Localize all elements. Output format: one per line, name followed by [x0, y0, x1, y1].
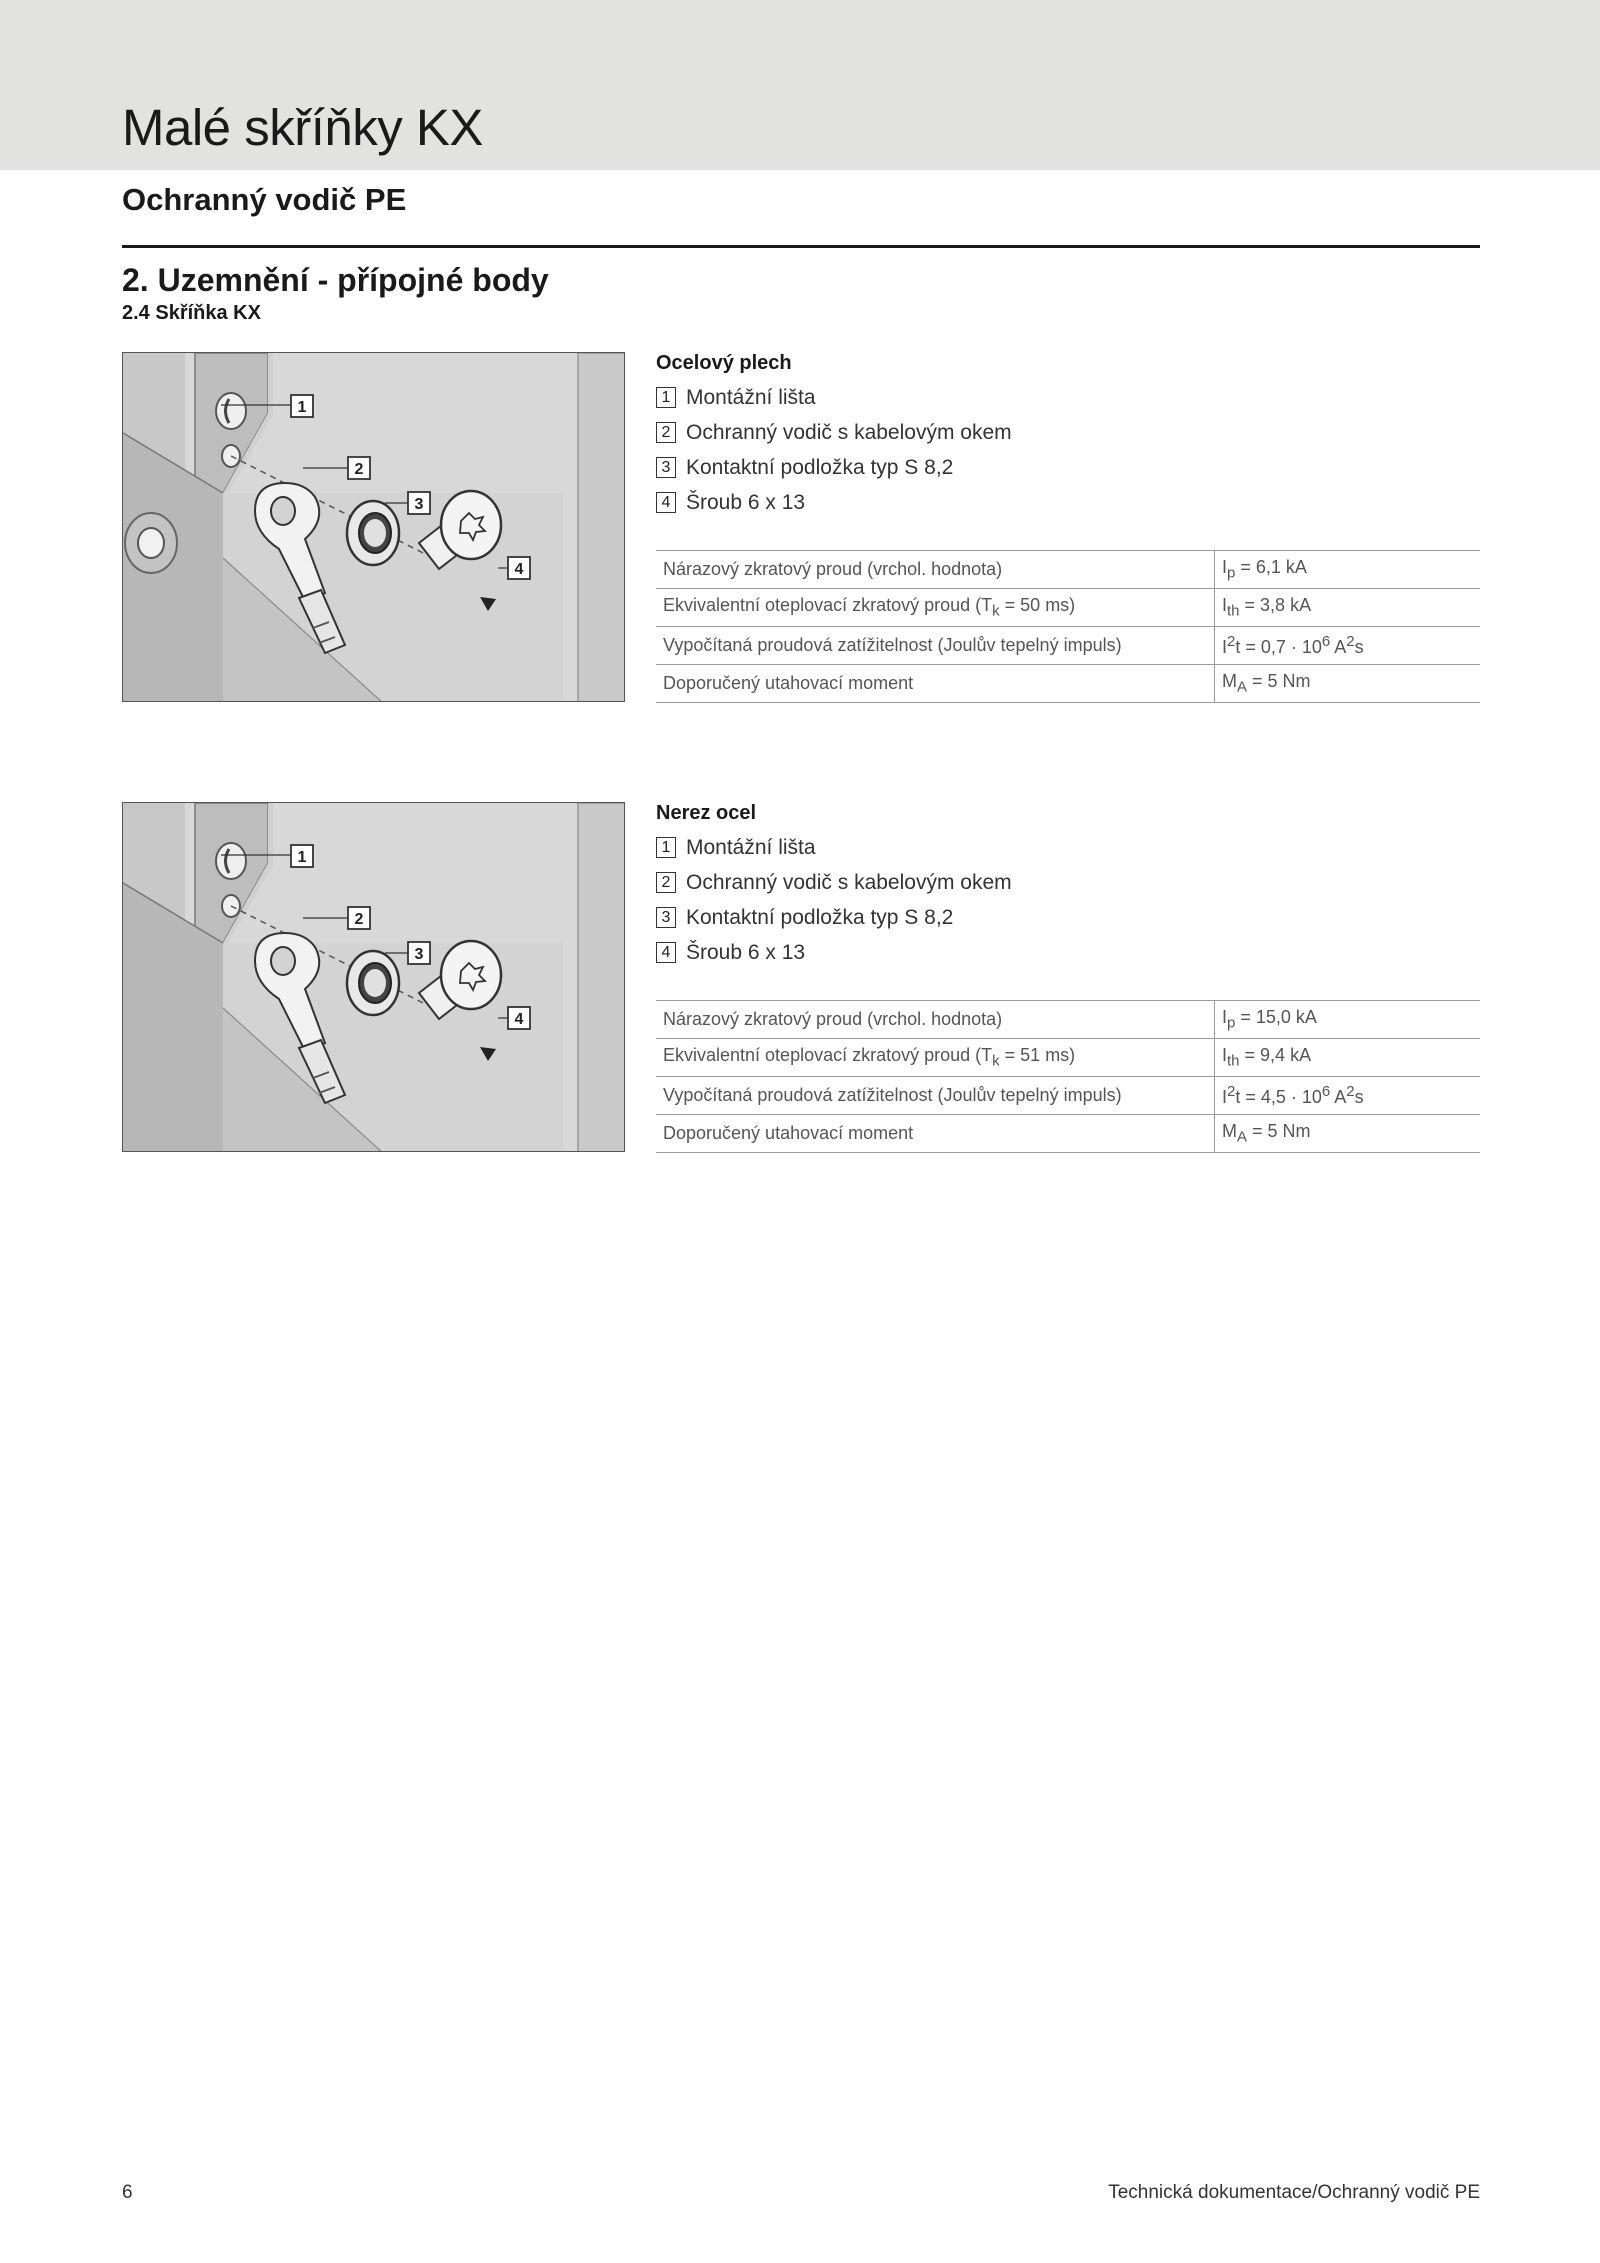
table-row — [656, 1001, 1480, 1039]
page-number: 6 — [122, 2182, 133, 2203]
list-item — [656, 485, 1012, 520]
part-number: 4 — [656, 942, 676, 963]
part-number: 2 — [656, 422, 676, 443]
assembly-drawing — [123, 803, 625, 1152]
spec-label: Vypočítaná proudová zatížitelnost (Joulův tepelný impuls) — [656, 627, 1215, 665]
spec-value: $I_{th} = 9,4$ kA — [1215, 1039, 1481, 1077]
callout-3: 3 — [414, 496, 424, 513]
header-rule — [122, 245, 1480, 248]
spec-label: Doporučený utahovací moment — [656, 1115, 1215, 1153]
part-label: Ochranný vodič s kabelovým okem — [686, 420, 1012, 444]
list-item — [656, 415, 1012, 450]
spec-value: $I_p = 15,0$ kA — [1215, 1001, 1481, 1039]
spec-value: $M_A = 5$ Nm — [1215, 1115, 1481, 1153]
part-label: Montážní lišta — [686, 835, 816, 859]
list-item — [656, 450, 1012, 485]
callout-1: 1 — [297, 849, 307, 866]
spec-value: $I_{th} = 3,8$ kA — [1215, 589, 1481, 627]
parts-list — [656, 380, 1012, 520]
part-number: 4 — [656, 492, 676, 513]
page-subtitle: Ochranný vodič PE — [122, 182, 407, 217]
callout-2: 2 — [354, 461, 364, 478]
callout-3: 3 — [414, 946, 424, 963]
part-label: Kontaktní podložka typ S 8,2 — [686, 905, 954, 929]
part-label: Montážní lišta — [686, 385, 816, 409]
list-item — [656, 830, 1012, 865]
parts-list — [656, 830, 1012, 970]
table-row — [656, 1077, 1480, 1115]
spec-label: Doporučený utahovací moment — [656, 665, 1215, 703]
callout-4: 4 — [514, 1011, 524, 1028]
list-item — [656, 380, 1012, 415]
spec-label: Ekvivalentní oteplovací zkratový proud ($T_k = 50$ ms) — [656, 589, 1215, 627]
spec-label: Vypočítaná proudová zatížitelnost (Joulův tepelný impuls) — [656, 1077, 1215, 1115]
table-row — [656, 627, 1480, 665]
material-title: Nerez ocel — [656, 802, 757, 824]
spec-value: $I^2t = 4,5 \cdot 10^6$ $A^2s$ — [1215, 1077, 1481, 1115]
part-label: Šroub 6 x 13 — [686, 490, 806, 514]
spec-value: $M_A = 5$ Nm — [1215, 665, 1481, 703]
list-item — [656, 865, 1012, 900]
spec-block-stainless — [0, 802, 1600, 1162]
table-row — [656, 665, 1480, 703]
part-number: 1 — [656, 387, 676, 408]
footer-doc-title: Technická dokumentace/Ochranný vodič PE — [1108, 2182, 1480, 2203]
subsection-heading: 2.4 Skříňka KX — [122, 302, 261, 324]
spec-label: Ekvivalentní oteplovací zkratový proud ($T_k = 51$ ms) — [656, 1039, 1215, 1077]
specs-table — [656, 1000, 1480, 1153]
table-row — [656, 589, 1480, 627]
spec-label: Nárazový zkratový proud (vrchol. hodnota) — [656, 1001, 1215, 1039]
table-row — [656, 551, 1480, 589]
material-title: Ocelový plech — [656, 352, 792, 374]
table-row — [656, 1039, 1480, 1077]
part-number: 3 — [656, 457, 676, 478]
spec-label: Nárazový zkratový proud (vrchol. hodnota) — [656, 551, 1215, 589]
specs-table — [656, 550, 1480, 703]
spec-value: $I^2t = 0,7 \cdot 10^6$ $A^2s$ — [1215, 627, 1481, 665]
grounding-illustration — [122, 352, 625, 702]
part-label: Kontaktní podložka typ S 8,2 — [686, 455, 954, 479]
list-item — [656, 900, 1012, 935]
page-title: Malé skříňky KX — [122, 99, 483, 156]
assembly-drawing — [123, 353, 625, 702]
part-number: 1 — [656, 837, 676, 858]
callout-1: 1 — [297, 399, 307, 416]
list-item — [656, 935, 1012, 970]
part-number: 2 — [656, 872, 676, 893]
grounding-illustration — [122, 802, 625, 1152]
part-label: Ochranný vodič s kabelovým okem — [686, 870, 1012, 894]
spec-block-steel — [0, 352, 1600, 712]
section-heading: 2. Uzemnění - přípojné body — [122, 262, 549, 298]
part-label: Šroub 6 x 13 — [686, 940, 806, 964]
callout-2: 2 — [354, 911, 364, 928]
table-row — [656, 1115, 1480, 1153]
spec-value: $I_p = 6,1$ kA — [1215, 551, 1481, 589]
part-number: 3 — [656, 907, 676, 928]
callout-4: 4 — [514, 561, 524, 578]
